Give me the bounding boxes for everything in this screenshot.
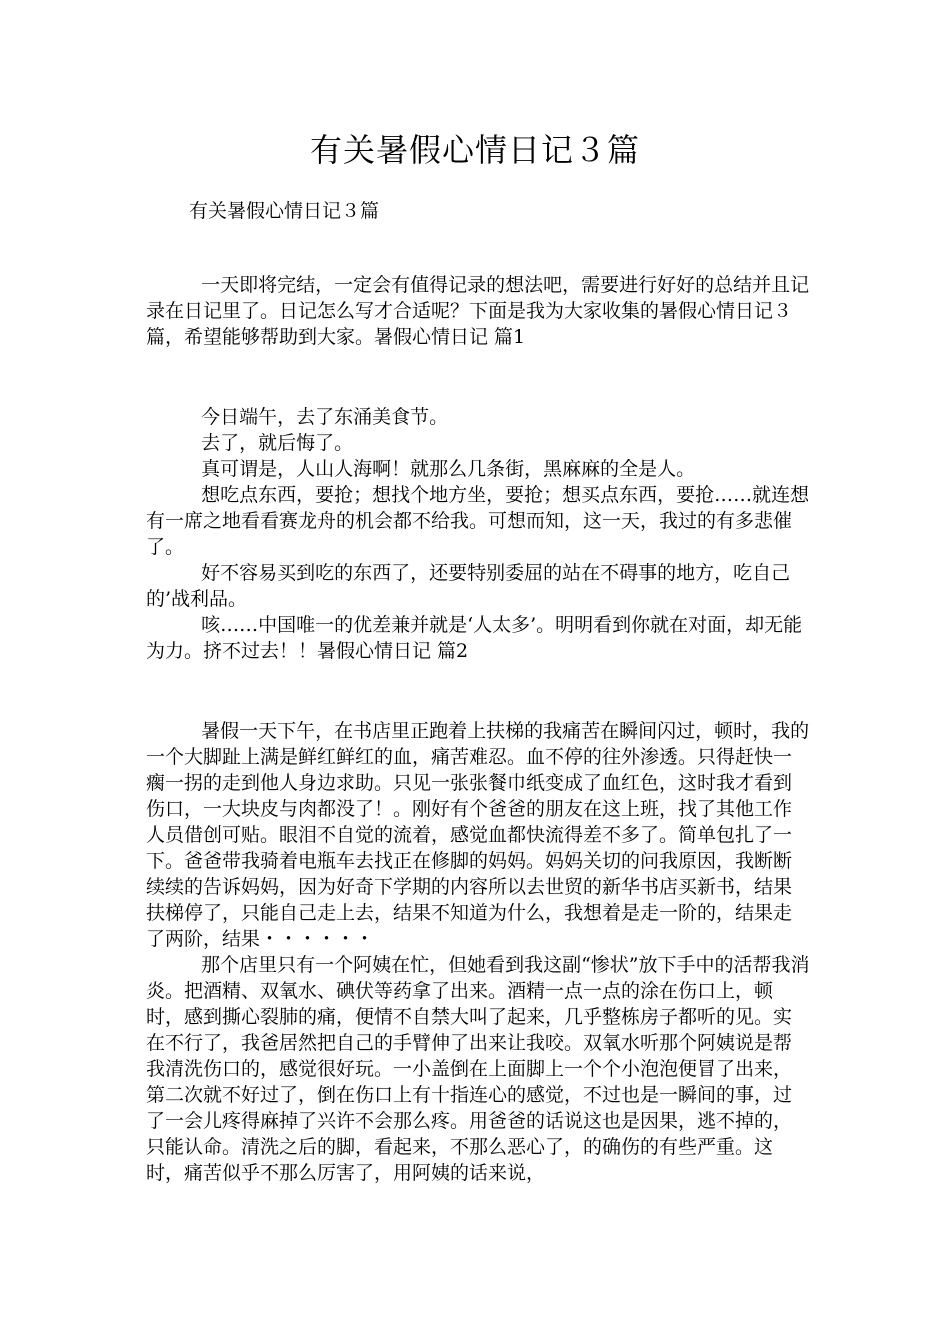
document-subtitle: 有关暑假心情日记３篇 [189,200,380,222]
section1-paragraph: 真可谓是，人山人海啊！就那么几条街，黑麻麻的全是人。 [201,458,696,480]
document-body [146,272,810,1186]
section1-paragraph: 去了，就后悔了。 [201,432,354,454]
section1-paragraph: 好不容易买到吃的东西了，还要特别委屈的站在不碍事的地方，吃自己的’战利品。 [146,562,791,610]
paragraph-gap [146,350,810,404]
intro-paragraph: 一天即将完结，一定会有值得记录的想法吧，需要进行好好的总结并且记录在日记里了。日记怎么写才合适呢？下面是我为大家收集的暑假心情日记３篇，希望能够帮助到大家。暑假心情日记 篇1 [146,274,810,348]
paragraph-gap [146,664,810,718]
section2-paragraph: 暑假一天下午，在书店里正跑着上扶梯的我痛苦在瞬间闪过，顿时，我的一个大脚趾上满是鲜红鲜红的血，痛苦难忍。血不停的往外渗透。只得赶快一瘸一拐的走到他人身边求助。只见一张张餐巾纸变成了血红色，这时我才看到伤口，一大块皮与肉都没了！。刚好有个爸爸的朋友在这上班，找了其他工作人员借创可贴。眼泪不自觉的流着，感觉血都快流得差不多了。简单包扎了一下。爸爸带我骑着电瓶车去找正在修脚的妈妈。妈妈关切的问我原因，我断断续续的告诉妈妈，因为好奇下学期的内容所以去世贸的新华书店买新书，结果扶梯停了，只能自己走上去，结果不知道为什么，我想着是走一阶的，结果走了两阶，结果・・・・・・ [146,720,810,950]
section1-paragraph: 今日端午，去了东涌美食节。 [201,406,449,428]
section1-paragraph: 想吃点东西，要抢；想找个地方坐，要抢；想买点东西，要抢……就连想有一席之地看看赛龙舟的机会都不给我。可想而知，这一天，我过的有多悲催了。 [146,484,810,558]
document-title: 有关暑假心情日记３篇 [309,131,640,169]
section1-paragraph: 咳……中国唯一的优差兼并就是‘人太多’。明明看到你就在对面，却无能为力。挤不过去！！暑假心情日记 篇2 [146,614,803,662]
section2-paragraph: 那个店里只有一个阿姨在忙，但她看到我这副“惨状”放下手中的活帮我消炎。把酒精、双氧水、碘伏等药拿了出来。酒精一点一点的涂在伤口上，顿时，感到撕心裂肺的痛，便情不自禁大叫了起来，几乎整栋房子都听的见。实在不行了，我爸居然把自己的手臂伸了出来让我咬。双氧水听那个阿姨说是帮我清洗伤口的，感觉很好玩。一小盖倒在上面脚上一个个小泡泡便冒了出来，第二次就不好过了，倒在伤口上有十指连心的感觉，不过也是一瞬间的事，过了一会儿疼得麻掉了兴许不会那么疼。用爸爸的话说这也是因果，逃不掉的，只能认命。清洗之后的脚，看起来，不那么恶心了，的确伤的有些严重。这时，痛苦似乎不那么厉害了，用阿姨的话来说， [146,954,810,1184]
